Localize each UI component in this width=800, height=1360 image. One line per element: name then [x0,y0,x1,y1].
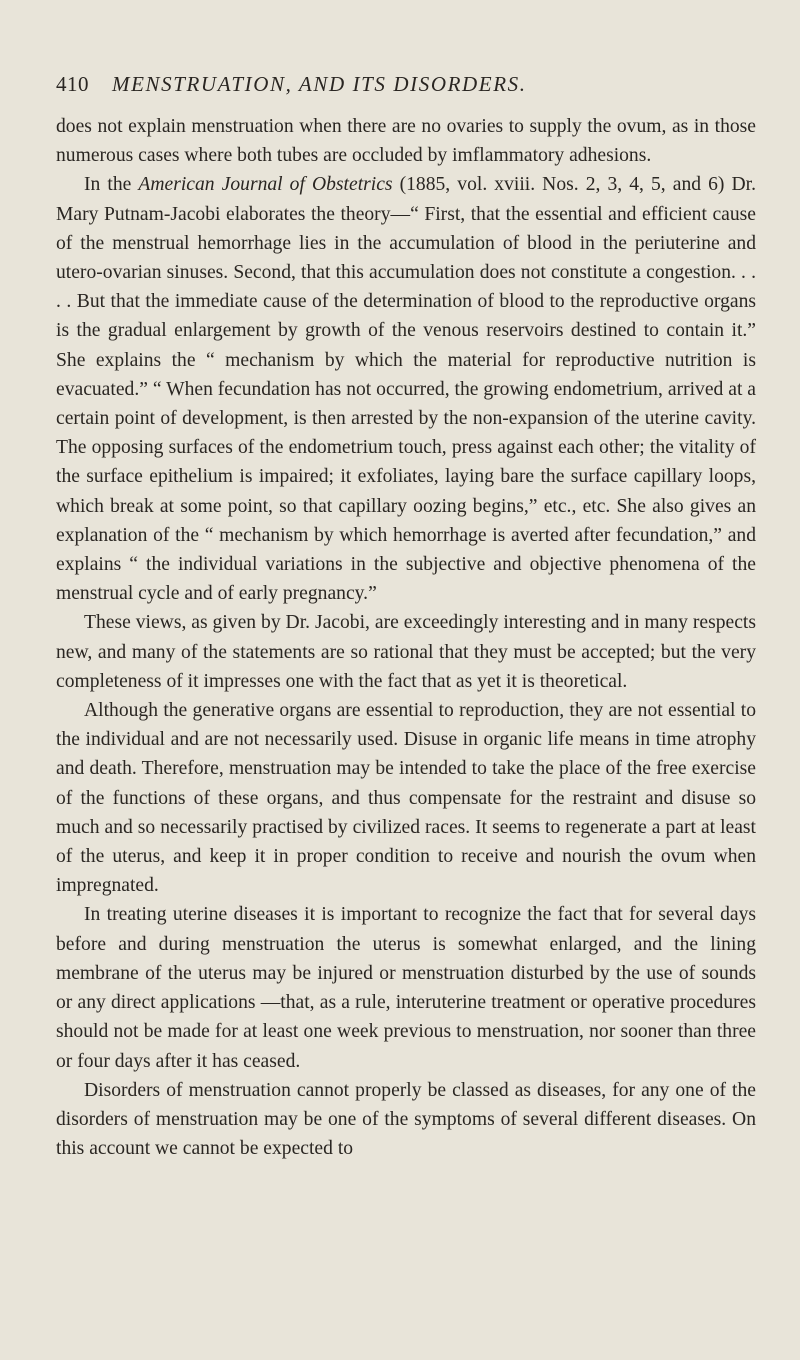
paragraph-text: Although the generative organs are essential to reproduction, they are not essential to the individual and are not necessarily used. Disuse in organic life means in time atrophy and death. Therefore, menstruation may be intended to take the place of the free exercise of the functions of these organs, and thus compensate for the restraint and disuse so much and so necessarily practised by civilized races. It seems to regenerate a part at least of the uterus, and keep it in proper condition to receive and nourish the ovum when impregnated. [56,700,756,897]
paragraph [56,170,756,608]
page-number: 410 [56,72,89,96]
italic-text: American Journal of Obstetrics [138,174,393,196]
paragraph-text: does not explain menstruation when there are no ovaries to supply the ovum, as in those numerous cases where both tubes are occluded by imflammatory adhesions. [56,116,756,167]
body-text [56,112,756,1163]
paragraph [56,1076,756,1164]
paragraph [56,900,756,1075]
paragraph [56,608,756,696]
running-title: MENSTRUATION, AND ITS DISORDERS. [112,72,527,96]
paragraph-text: In the [84,174,139,196]
paragraph-text: These views, as given by Dr. Jacobi, are exceedingly interesting and in many respects new, and many of the statements are so rational that they must be accepted; but the very completeness of it impresses one with the fact that as yet it is theoretical. [56,612,756,692]
paragraph-text: In treating uterine diseases it is important to recognize the fact that for several days before and during menstruation the uterus is somewhat enlarged, and the lining membrane of the uterus may be injured or menstruation disturbed by the use of sounds or any direct applications —that, as a rule, interuterine treatment or operative procedures should not be made for at least one week previous to menstruation, nor sooner than three or four days after it has ceased. [56,904,756,1072]
paragraph [56,696,756,900]
running-head [56,72,744,102]
paragraph-text: (1885, vol. xviii. Nos. 2, 3, 4, 5, and 6) Dr. Mary Putnam-Jacobi elaborates the theory—“ First, that the essential and efficient cause of the menstrual hemorrhage lies in the accumulation of blood in the periuterine and utero-ovarian sinuses. Second, that this accumulation does not constitute a congestion. . . . . But that the immediate cause of the determination of blood to the reproductive organs is the gradual enlargement by growth of the venous reservoirs destined to contain it.” She explains the “ mechanism by which the material for reproductive nutrition is evacuated.” “ When fecundation has not occurred, the growing endometrium, arrived at a certain point of development, is then arrested by the non-expansion of the uterine cavity. The opposing surfaces of the endometrium touch, press against each other; the vitality of the surface epithelium is impaired; it exfoliates, laying bare the surface capillary loops, which break at some point, so that capillary oozing begins,” etc., etc. She also gives an explanation of the “ mechanism by which hemorrhage is averted after fecundation,” and explains “ the individual variations in the subjective and objective phenomena of the menstrual cycle and of early pregnancy.” [56,174,756,605]
paragraph [56,112,756,170]
paragraph-text: Disorders of menstruation cannot properly be classed as diseases, for any one of the disorders of menstruation may be one of the symptoms of several different diseases. On this account we cannot be expected to [56,1079,756,1160]
